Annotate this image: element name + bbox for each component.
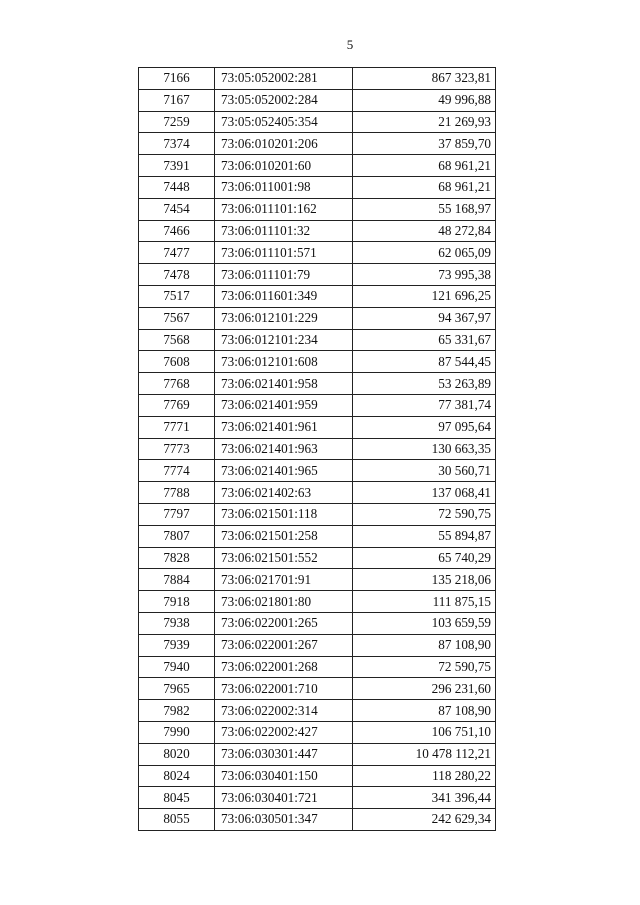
- cadastral-number-cell: 73:06:021401:965: [215, 460, 353, 482]
- amount-cell: 135 218,06: [353, 569, 496, 591]
- table-row: [139, 591, 496, 613]
- table-row: [139, 307, 496, 329]
- row-number-cell: 7608: [139, 351, 215, 373]
- table-row: [139, 482, 496, 504]
- cadastral-number-cell: 73:06:030301:447: [215, 743, 353, 765]
- table-row: [139, 373, 496, 395]
- table-row: [139, 612, 496, 634]
- row-number-cell: 7769: [139, 394, 215, 416]
- row-number-cell: 7982: [139, 700, 215, 722]
- row-number-cell: 8045: [139, 787, 215, 809]
- row-number-cell: 7448: [139, 176, 215, 198]
- cadastral-number-cell: 73:06:011101:32: [215, 220, 353, 242]
- cadastral-number-cell: 73:06:021401:959: [215, 394, 353, 416]
- table-row: [139, 264, 496, 286]
- amount-cell: 94 367,97: [353, 307, 496, 329]
- row-number-cell: 7918: [139, 591, 215, 613]
- amount-cell: 55 168,97: [353, 198, 496, 220]
- row-number-cell: 7773: [139, 438, 215, 460]
- amount-cell: 21 269,93: [353, 111, 496, 133]
- cadastral-number-cell: 73:05:052405:354: [215, 111, 353, 133]
- row-number-cell: 7568: [139, 329, 215, 351]
- table-row: [139, 329, 496, 351]
- row-number-cell: 7567: [139, 307, 215, 329]
- cadastral-number-cell: 73:06:021801:80: [215, 591, 353, 613]
- table-row: [139, 394, 496, 416]
- row-number-cell: 7774: [139, 460, 215, 482]
- amount-cell: 65 331,67: [353, 329, 496, 351]
- amount-cell: 118 280,22: [353, 765, 496, 787]
- amount-cell: 65 740,29: [353, 547, 496, 569]
- row-number-cell: 7788: [139, 482, 215, 504]
- table-row: [139, 525, 496, 547]
- table-row: [139, 133, 496, 155]
- row-number-cell: 7391: [139, 155, 215, 177]
- amount-cell: 341 396,44: [353, 787, 496, 809]
- row-number-cell: 7466: [139, 220, 215, 242]
- table-row: [139, 416, 496, 438]
- table-row: [139, 634, 496, 656]
- amount-cell: 867 323,81: [353, 68, 496, 90]
- amount-cell: 68 961,21: [353, 176, 496, 198]
- cadastral-number-cell: 73:06:012101:229: [215, 307, 353, 329]
- row-number-cell: 7478: [139, 264, 215, 286]
- row-number-cell: 7884: [139, 569, 215, 591]
- cadastral-number-cell: 73:06:022001:268: [215, 656, 353, 678]
- table-row: [139, 700, 496, 722]
- amount-cell: 242 629,34: [353, 809, 496, 831]
- row-number-cell: 7166: [139, 68, 215, 90]
- row-number-cell: 8024: [139, 765, 215, 787]
- table-row: [139, 176, 496, 198]
- amount-cell: 53 263,89: [353, 373, 496, 395]
- table-row: [139, 285, 496, 307]
- table-row: [139, 809, 496, 831]
- table-row: [139, 721, 496, 743]
- row-number-cell: 7768: [139, 373, 215, 395]
- cadastral-number-cell: 73:06:021402:63: [215, 482, 353, 504]
- table-row: [139, 743, 496, 765]
- amount-cell: 72 590,75: [353, 656, 496, 678]
- table-row: [139, 68, 496, 90]
- table-row: [139, 460, 496, 482]
- row-number-cell: 7167: [139, 89, 215, 111]
- table-row: [139, 547, 496, 569]
- table-row: [139, 111, 496, 133]
- amount-cell: 72 590,75: [353, 503, 496, 525]
- cadastral-number-cell: 73:05:052002:284: [215, 89, 353, 111]
- amount-cell: 30 560,71: [353, 460, 496, 482]
- cadastral-number-cell: 73:06:021401:958: [215, 373, 353, 395]
- table-row: [139, 242, 496, 264]
- table-row: [139, 503, 496, 525]
- cadastral-number-cell: 73:05:052002:281: [215, 68, 353, 90]
- cadastral-number-cell: 73:06:021401:963: [215, 438, 353, 460]
- amount-cell: 130 663,35: [353, 438, 496, 460]
- table-row: [139, 656, 496, 678]
- row-number-cell: 7938: [139, 612, 215, 634]
- table-row: [139, 89, 496, 111]
- cadastral-number-cell: 73:06:011101:571: [215, 242, 353, 264]
- cadastral-number-cell: 73:06:022001:265: [215, 612, 353, 634]
- row-number-cell: 7477: [139, 242, 215, 264]
- amount-cell: 73 995,38: [353, 264, 496, 286]
- row-number-cell: 7939: [139, 634, 215, 656]
- cadastral-number-cell: 73:06:012101:234: [215, 329, 353, 351]
- cadastral-number-cell: 73:06:022002:427: [215, 721, 353, 743]
- row-number-cell: 7517: [139, 285, 215, 307]
- row-number-cell: 7965: [139, 678, 215, 700]
- row-number-cell: 7374: [139, 133, 215, 155]
- page-number: 5: [346, 37, 354, 52]
- cadastral-number-cell: 73:06:021501:552: [215, 547, 353, 569]
- row-number-cell: 7807: [139, 525, 215, 547]
- table-row: [139, 155, 496, 177]
- row-number-cell: 7828: [139, 547, 215, 569]
- table-row: [139, 765, 496, 787]
- amount-cell: 111 875,15: [353, 591, 496, 613]
- cadastral-number-cell: 73:06:021401:961: [215, 416, 353, 438]
- amount-cell: 87 108,90: [353, 700, 496, 722]
- cadastral-number-cell: 73:06:021701:91: [215, 569, 353, 591]
- cadastral-number-cell: 73:06:030501:347: [215, 809, 353, 831]
- amount-cell: 87 108,90: [353, 634, 496, 656]
- cadastral-number-cell: 73:06:021501:118: [215, 503, 353, 525]
- row-number-cell: 7990: [139, 721, 215, 743]
- table-row: [139, 787, 496, 809]
- amount-cell: 48 272,84: [353, 220, 496, 242]
- table-row: [139, 198, 496, 220]
- amount-cell: 137 068,41: [353, 482, 496, 504]
- amount-cell: 37 859,70: [353, 133, 496, 155]
- row-number-cell: 8055: [139, 809, 215, 831]
- cadastral-number-cell: 73:06:011001:98: [215, 176, 353, 198]
- table-row: [139, 220, 496, 242]
- amount-cell: 106 751,10: [353, 721, 496, 743]
- table-row: [139, 569, 496, 591]
- amount-cell: 49 996,88: [353, 89, 496, 111]
- amount-cell: 77 381,74: [353, 394, 496, 416]
- cadastral-number-cell: 73:06:030401:150: [215, 765, 353, 787]
- row-number-cell: 7259: [139, 111, 215, 133]
- amount-cell: 68 961,21: [353, 155, 496, 177]
- cadastral-number-cell: 73:06:022001:710: [215, 678, 353, 700]
- table-row: [139, 351, 496, 373]
- row-number-cell: 8020: [139, 743, 215, 765]
- cadastral-number-cell: 73:06:012101:608: [215, 351, 353, 373]
- cadastral-number-cell: 73:06:011101:162: [215, 198, 353, 220]
- cadastral-number-cell: 73:06:011601:349: [215, 285, 353, 307]
- cadastral-number-cell: 73:06:011101:79: [215, 264, 353, 286]
- cadastral-number-cell: 73:06:010201:60: [215, 155, 353, 177]
- row-number-cell: 7771: [139, 416, 215, 438]
- cadastral-value-table: [138, 67, 496, 831]
- amount-cell: 103 659,59: [353, 612, 496, 634]
- cadastral-number-cell: 73:06:022001:267: [215, 634, 353, 656]
- cadastral-number-cell: 73:06:030401:721: [215, 787, 353, 809]
- amount-cell: 296 231,60: [353, 678, 496, 700]
- cadastral-number-cell: 73:06:022002:314: [215, 700, 353, 722]
- row-number-cell: 7454: [139, 198, 215, 220]
- cadastral-number-cell: 73:06:010201:206: [215, 133, 353, 155]
- row-number-cell: 7797: [139, 503, 215, 525]
- amount-cell: 87 544,45: [353, 351, 496, 373]
- table-body: [139, 68, 496, 831]
- amount-cell: 10 478 112,21: [353, 743, 496, 765]
- row-number-cell: 7940: [139, 656, 215, 678]
- table-row: [139, 678, 496, 700]
- amount-cell: 97 095,64: [353, 416, 496, 438]
- amount-cell: 62 065,09: [353, 242, 496, 264]
- amount-cell: 121 696,25: [353, 285, 496, 307]
- cadastral-number-cell: 73:06:021501:258: [215, 525, 353, 547]
- amount-cell: 55 894,87: [353, 525, 496, 547]
- table-row: [139, 438, 496, 460]
